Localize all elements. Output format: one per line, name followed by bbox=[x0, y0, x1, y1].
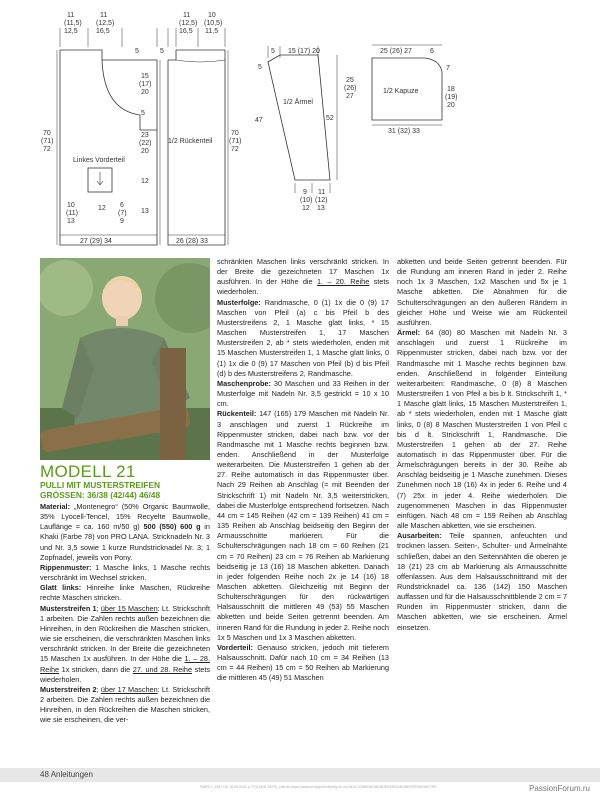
back-top-mid-2: (12,5) bbox=[179, 20, 198, 27]
sleeve-bottom-left-2: (10) bbox=[300, 197, 313, 204]
back-label: 1/2 Rückenteil bbox=[168, 138, 213, 145]
back-piece-diagram bbox=[160, 12, 241, 245]
pocket-right-3: 9 bbox=[120, 218, 124, 225]
paragraph-continuation-2: abketten und beide Seiten getrennt beenden. Für die Rundung am inneren Rand in jeder 2. Reihe noch 1x 3 Maschen, 1x2 Maschen und 5x je 1 Masche abketten. Die Abnahmen für die Schulterschrägungen an den äußeren Rändern in gleicher Höhe und Weise wie am Rückenteil ausführen. bbox=[397, 257, 567, 327]
page-footer bbox=[40, 770, 93, 779]
model-photo bbox=[40, 258, 210, 460]
sleeve-top-left: 5 bbox=[271, 48, 275, 55]
back-top-left: 5 bbox=[160, 48, 164, 55]
page-number: 48 bbox=[40, 770, 49, 779]
paragraph-rueckenteil: Rückenteil: 147 (165) 179 Maschen mit Nadeln Nr. 3 anschlagen und zuerst 1 Rückreihe im Rippenmuster stricken, dabei nach bzw. vor der Randmasche mit 1 Masche rechts beginnen bzw. enden. Anschließend in der Musterfolge weiterarbeiten. Die Musterstreifen 1 gehen ab der 27. Reihe automatisch in das Rippenmuster über. Nach 29 Reihen ab Anschlag (= mit Beenden der Strickschrift 1) mit Nadeln Nr. 3,5 weiterstricken, dabei die Musterfolge entsprechend fortsetzen. Nach 44 cm = 145 Reihen (42 cm = 139 Reihen) 41 cm = 135 Reihen ab Anschlag beidseitig den Beginn der Armausschnitte markieren. Für die Schulterschrägungen nach 18 cm = 60 Reihen (21 cm = 70 Reihen) 23 cm = 76 Reihen ab Markierung beidseitig je 13 (16) 18 Maschen abketten. Danach in jeder folgenden Reihe noch 2x je 14 (16) 18 Maschen abketten. Gleichzeitig mit Beginn der Schulterschrägungen für den rückwärtigen Halsausschnitt die mittleren 49 (53) 55 Maschen abketten und beide Seiten getrennt beenden. Am inneren Rand für die Rundung in jeder 2. Reihe noch 1x 5 Maschen und 1x 3 Maschen abketten. bbox=[217, 409, 389, 642]
paragraph-rippenmuster: Rippenmuster: 1 Masche links, 1 Masche rechts verschränkt im Wechsel stricken. bbox=[40, 562, 210, 583]
front-right-13: 13 bbox=[141, 208, 149, 215]
sleeve-right-height: 52 bbox=[326, 115, 334, 122]
back-right-height-1: 70 bbox=[231, 130, 239, 137]
pocket-width: 12 bbox=[98, 205, 106, 212]
paragraph-musterstreifen-1: Musterstreifen 1; über 15 Maschen: Lt. Strickschrift 1 arbeiten. Die Zahlen rechts außen bezeichnen die Hinreihen, in den Rückreihen die Maschen stricken, wie sie erscheinen, die verschränkten Maschen links verschränkt stricken. In der Breite die gezeichneten 15 Maschen 1x ausführen. In der Höhe die 1. – 28. Reihe 1x stricken, dann die 27. und 28. Reihe stets wiederholen. bbox=[40, 603, 211, 684]
sleeve-bottom-left-3: 12 bbox=[302, 205, 310, 212]
hood-label: 1/2 Kapuze bbox=[383, 88, 419, 95]
pocket-right-1: 6 bbox=[120, 202, 124, 209]
hood-top-right: 6 bbox=[430, 48, 434, 55]
text-column-2 bbox=[217, 257, 389, 684]
paragraph-musterfolge: Musterfolge: Randmasche, 0 (1) 1x die 0 (9) 17 Maschen von Pfeil (a) c bis Pfeil b des Musterstreifens 2, 1 Masche glatt links, * 15 Maschen Musterstreifen 1, 17 Maschen Musterstreifen 2, ab * stets wiederholen, enden mit 15 Maschen Musterstreifen 1, 1 Masche glatt links, 0 (1) 1x die 0 (9) 17 Maschen von Pfeil (b) d bis Pfeil (d) b des Musterstreifens 2, Randmasche. bbox=[217, 297, 389, 378]
hood-right-1: 18 bbox=[447, 86, 455, 93]
front-label: Linkes Vorderteil bbox=[73, 157, 125, 164]
back-top-mid-3: 16,5 bbox=[179, 28, 193, 35]
front-top-left-2: (11,5) bbox=[64, 20, 82, 27]
front-right-upper-1: 15 bbox=[141, 73, 149, 80]
watermark: PassionForum.ru bbox=[529, 784, 590, 793]
model-sizes: GRÖSSEN: 36/38 (42/44) 46/48 bbox=[40, 490, 161, 500]
back-top-right-2: (10,5) bbox=[204, 20, 223, 27]
hood-bottom: 31 (32) 33 bbox=[388, 128, 420, 135]
front-piece-diagram bbox=[41, 12, 160, 245]
photo-illustration bbox=[40, 258, 210, 460]
hood-diagram bbox=[344, 45, 457, 135]
front-right-mid-1: 23 bbox=[141, 132, 149, 139]
front-right-mid-2: (22) bbox=[139, 140, 152, 147]
model-subtitle: PULLI MIT MUSTERSTREIFEN bbox=[40, 480, 161, 490]
back-bottom-width: 26 (28) 33 bbox=[176, 238, 208, 245]
back-right-height-3: 72 bbox=[231, 146, 239, 153]
back-top-mid-1: 11 bbox=[183, 12, 191, 19]
front-top-mid-3: 16,5 bbox=[96, 28, 110, 35]
front-top-mid-1: 11 bbox=[100, 12, 108, 19]
front-bottom-width: 27 (29) 34 bbox=[80, 238, 112, 245]
sleeve-bottom-left-1: 9 bbox=[303, 189, 307, 196]
paragraph-maschenprobe: Maschenprobe: 30 Maschen und 33 Reihen in der Musterfolge mit Nadeln Nr. 3,5 gestrickt = 10 x 10 cm. bbox=[217, 378, 389, 409]
sleeve-diagram bbox=[255, 46, 337, 212]
front-right-upper-3: 20 bbox=[141, 89, 149, 96]
front-top-mid-2: (12,5) bbox=[96, 20, 115, 27]
sleeve-left-small: 5 bbox=[258, 64, 262, 71]
front-top-right: 5 bbox=[135, 48, 139, 55]
paragraph-continuation: schränkten Maschen links verschränkt stricken. In der Breite die gezeichneten 17 Maschen 1x ausführen. In der Höhe die 1. – 20. Reihe stets wiederholen. bbox=[217, 257, 390, 297]
footer-small-print: SIMPLY_KNIT DE 18.05.2024 s. P.OLDEN.SEITE_Hsk-kn-https://www.simplyknit.de/p/lg-do.vor-Bi-it-COMBONONENDERKRONENNENTERMONETER bbox=[200, 785, 437, 789]
model-title: MODELL 21 bbox=[40, 462, 136, 481]
back-top-right-3: 11,5 bbox=[205, 28, 219, 35]
sleeve-label: 1/2 Ärmel bbox=[283, 99, 313, 106]
text-column-1 bbox=[40, 502, 210, 725]
hood-left-2: (26) bbox=[344, 85, 357, 92]
sleeve-bottom-right-3: 13 bbox=[317, 205, 325, 212]
paragraph-musterstreifen-2: Musterstreifen 2; über 17 Maschen: Lt. Strickschrift 2 arbeiten. Die Zahlen rechts außen bezeichnen die Hinreihen, in den Rückreihen die Maschen stricken, wie sie erscheinen, die ver- bbox=[40, 684, 210, 725]
hood-right-top: 7 bbox=[446, 65, 450, 72]
front-right-small: 5 bbox=[141, 110, 145, 117]
front-top-left-3: 12,5 bbox=[64, 28, 78, 35]
front-top-left-1: 11 bbox=[67, 12, 75, 19]
paragraph-aermel: Ärmel: 64 (80) 80 Maschen mit Nadeln Nr. 3 anschlagen und zuerst 1 Rückreihe im Rippenmuster stricken, dabei nach bzw. vor der Randmasche mit 1 Masche rechts beginnen bzw. enden. Anschließend in folgender Einteilung weiterarbeiten: Randmasche, 0 (8) 8 Maschen Musterstreifen 1 von Pfeil a bis b lt. Strickschrift 1, * 1 Masche glatt links, 15 Maschen Musterstreifen 1, ab * stets wiederholen, enden mit 1 Masche glatt links, 0 (8) 8 Maschen Musterstreifen 1 von Pfeil c bis d lt. Strickschrift 1, Randmasche. Die Musterstreifen 1 gehen ab der 27. Reihe automatisch in das Rippenmuster über. Für die Ärmelschrägungen bereits in der 30. Reihe ab Anschlag beidseitig je 1 Masche zunehmen. Dieses Zunehmen noch 18 (16) 4x in jeder 6. Reihe und 4 (7) 25x in jeder 4. Reihe wiederholen. Die zugenommenen Maschen in das Rippenmuster einfügen. Nach 48 cm = 159 Reihen ab Anschlag alle Maschen abketten, wie sie erscheinen. bbox=[397, 328, 567, 531]
paragraph-vorderteil: Vorderteil: Genauso stricken, jedoch mit tieferem Halsausschnitt. Dafür nach 10 cm = 34 Reihen (13 cm = 44 Reihen) 15 cm = 50 Reihen ab Markierung die mittleren 45 (49) 51 Maschen bbox=[217, 642, 389, 683]
pocket-left-3: 13 bbox=[67, 218, 75, 225]
text-column-3 bbox=[397, 257, 567, 633]
front-left-height-3: 72 bbox=[43, 146, 51, 153]
sleeve-bottom-right-1: 11 bbox=[318, 189, 326, 196]
front-right-upper-2: (17) bbox=[139, 81, 152, 88]
pocket-left-1: 10 bbox=[67, 202, 75, 209]
knitting-schematic bbox=[0, 0, 600, 250]
front-right-12: 12 bbox=[141, 178, 149, 185]
front-left-height-2: (71) bbox=[41, 138, 54, 145]
hood-right-2: (19) bbox=[445, 94, 458, 101]
paragraph-ausarbeiten: Ausarbeiten: Teile spannen, anfeuchten und trocknen lassen. Seiten-, Schulter- und Ärmelnähte schließen, dabei an den Seitennähten die oberen je 18 (21) 23 cm ab Markierung als Armausschnitte offenlassen. Aus dem Halsausschnittrand mit der Rundstricknadel ca. 136 (142) 150 Maschen auffassen und für die Halsausschnittblende 2 cm = 7 Runden im Rippenmuster stricken, dann die Maschen abketten, wie sie erscheinen. Ärmel einsetzen. bbox=[397, 531, 567, 632]
paragraph-material: Material: „Montenegro“ (50% Organic Baumwolle, 35% Lyocell-Tencel, 15% Recyelte Baumwolle, Lauflänge = ca. 160 m/50 g) 500 (550) 600 g in Khaki (Farbe 78) von PRO LANA. Stricknadeln Nr. 3 und Nr. 3,5 sowie 1 kurze Rundstricknadel Nr. 3; 1 Zopfnadel, jeweils von Pony. bbox=[40, 502, 210, 562]
hood-top: 25 (26) 27 bbox=[380, 48, 412, 55]
hood-right-3: 20 bbox=[447, 102, 455, 109]
sleeve-bottom-right-2: (12) bbox=[315, 197, 328, 204]
sleeve-top-mid: 15 (17) 20 bbox=[288, 48, 320, 55]
section-name: Anleitungen bbox=[50, 770, 93, 779]
pocket-left-2: (11) bbox=[66, 210, 78, 217]
front-right-mid-3: 20 bbox=[141, 148, 149, 155]
hood-left-3: 27 bbox=[346, 93, 354, 100]
hood-left-1: 25 bbox=[346, 77, 354, 84]
back-right-height-2: (71) bbox=[229, 138, 242, 145]
back-top-right-1: 10 bbox=[208, 12, 216, 19]
paragraph-glatt-links: Glatt links: Hinreihe linke Maschen, Rückreihe rechte Maschen stricken. bbox=[40, 583, 210, 603]
sleeve-left-height: 47 bbox=[255, 117, 263, 124]
front-left-height-1: 70 bbox=[43, 130, 51, 137]
pocket-right-2: (7) bbox=[118, 210, 127, 217]
